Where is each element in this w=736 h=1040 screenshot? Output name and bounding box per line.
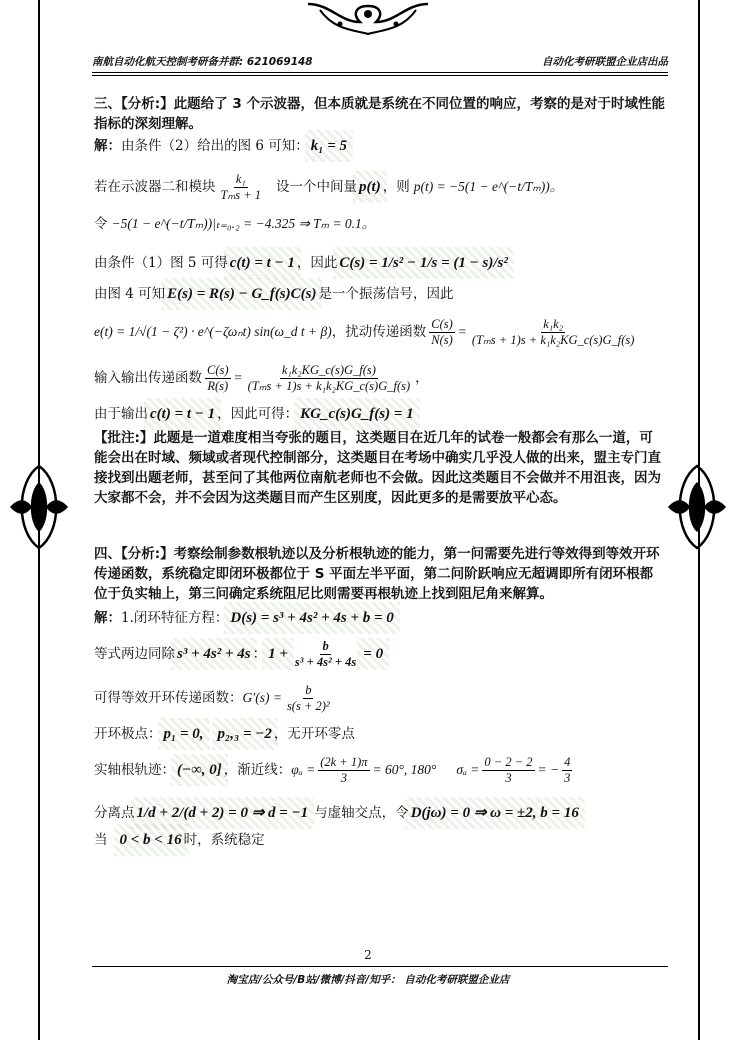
section4-solution-label: 解： [94,610,121,626]
io-rhs-den: (Tₘs + 1)s + k₁k₂KG_c(s)G_f(s) [247,378,411,393]
tm-equation: −5(1 − e^(−t/Tₘ))|ₜ₌₀.₂ = −4.325 ⇒ Tₘ = 0.1。 [111,216,376,231]
main-content [94,94,666,850]
section3-tag: 【分析:】 [121,96,174,112]
asymptote-angle-label: φₐ = [291,762,316,777]
io-tf-rhs [246,363,413,394]
module-fraction-den: Tₘs + 1 [220,187,262,202]
section3-prefix: 三、 [94,96,121,112]
section4-tag: 【分析:】 [121,546,174,562]
section3-line6: e(t) = 1/√(1 − ζ²) · e^(−ζωₙt) sin(ω_d t + β) ，扰动传递函数 $\frac{C(s)}{N(s)}$ = $\frac{\text{k₁k₂}}{\text{(Tₘs + 1)s + k₁k₂KG\_c(s)G\_f(s)}}$ [94,316,635,347]
asymptote-center-result-num: 4 [564,754,571,769]
section3-solution-line [94,136,666,156]
module-fraction-num: k₁ [235,171,246,186]
breakaway-equation: 1/d + 2/(d + 2) = 0 ⇒ d = −1 [136,805,309,821]
section3-line5 [94,284,666,304]
asymptote-center-label: σₐ = [456,762,480,777]
page-header [92,54,668,72]
line7-end: ， [415,370,429,386]
s4-line2-text: 等式两边同除 [94,646,175,662]
section3-line4 [94,250,666,276]
equivalent-fraction-den: s³ + 4s² + 4s [294,654,357,669]
equivalent-fraction [293,639,358,670]
top-ornament-icon [300,0,436,40]
ct-expression: c(t) = t − 1 [229,255,295,271]
section4-line3 [94,680,666,716]
line5-text-a: 由图 4 可知 [94,286,166,302]
note-text: 此题是一道难度相当夸张的题目，这类题目在近几年的试卷一般都会有那么一道，可能会出在时域、频域或者现代控制部分，这类题目在考场中确实几乎没人做的出来，盟主专门直接找到出题老师，甚至问了其他两位南航老师也不会做。因此这类题目不会做并不用沮丧，因为大家都不会，并不会因为这类题目而产生区别度，因此更多的是需要放平心态。 [94,430,661,506]
open-loop-den: s(s + 2)² [286,698,330,713]
section4-line5 [94,752,666,788]
header-rule-2 [92,75,668,76]
imaginary-crossing: D(jω) = 0 ⇒ ω = ±2, b = 16 [410,805,579,821]
section3-line2 [94,170,666,204]
asymptote-angle-den: 3 [340,770,347,785]
section4-line1 [94,608,666,628]
page-footer: 淘宝店/公众号/B站/微博/抖音/知乎： 自动化考研联盟企业店 [226,974,510,986]
asymptote-center-den: 3 [505,770,512,785]
solution-text: 由条件（2）给出的图 6 可知： [121,138,309,154]
section4-line4 [94,724,666,744]
output-ct: c(t) = t − 1 [150,406,216,422]
pole-p1: p₁ = 0, [163,726,204,742]
et-expression: e(t) = 1/√(1 − ζ²) · e^(−ζωₙt) sin(ω_d t + β) [94,324,332,339]
header-left-text: 南航自动化航天控制考研备并群: 621069148 [92,56,313,68]
disturbance-rhs-den: (Tₘs + 1)s + k₁k₂KG_c(s)G_f(s) [471,332,635,347]
section3-line8 [94,404,666,424]
section4-intro-text: 考察绘制参数根轨迹以及分析根轨迹的能力，第一问需要先进行等效得到等效开环传递函数，系统稳定即闭环极都位于 S 平面左半平面，第二问阶跃响应无超调即所有闭环根都位于负实轴上，第三问确定系统阻尼比则需要再根轨迹上找到阻尼角来解算。 [94,546,660,602]
asymptote-center-eq: = − [537,762,560,777]
header-right-text: 自动化考研联盟企业店出品 [542,56,668,68]
section3-line7: 输入输出传递函数 $\frac{C(s)}{R(s)}$ = $\frac{\text{k₁k₂KG\_c(s)G\_f(s)}}{\text{(Tₘs + 1)s + k₁k₂KG\_c(s)G\_f(s)}}$ ， [94,362,429,393]
open-loop-num: b [305,682,312,697]
pt-equation: p(t) = −5(1 − e^(−t/Tₘ))。 [413,179,564,194]
disturbance-tf-lhs [429,317,455,348]
cs-expression: C(s) = 1/s² − 1/s = (1 − s)/s² [339,255,508,271]
section3-note [94,428,666,508]
equivalent-one-plus: 1 + [268,646,288,662]
k1-value: k₁ = 5 [310,138,348,154]
io-lhs-num: C(s) [207,362,229,377]
s4-line3-text: 可得等效开环传递函数： [94,690,243,706]
section4-intro [94,544,666,604]
asymptote-angle-num: (2k + 1)π [320,754,368,769]
line7-text-a: 输入输出传递函数 [94,370,202,386]
s4-line6-text: 分离点 [94,805,135,821]
line6-text-b: ，扰动传递函数 [331,324,427,340]
disturbance-lhs-den: N(s) [431,332,453,347]
solution-label: 解： [94,138,121,154]
page-number: 2 [364,948,372,962]
characteristic-equation: D(s) = s³ + 4s² + 4s + b = 0 [230,610,394,626]
divisor-expression: s³ + 4s² + 4s [177,646,251,662]
equivalent-equals-zero: = 0 [363,646,384,662]
section4-line2 [94,636,666,672]
disturbance-tf-rhs [470,317,637,348]
right-ornament-icon [662,462,732,552]
pole-p23: p₂,₃ = −2 [217,726,272,742]
left-ornament-icon [4,462,74,552]
line3-text-a: 令 [94,216,108,232]
kgcgf-result: KG_c(s)G_f(s) = 1 [300,406,414,422]
s4-line7-text-b: 时，系统稳定 [183,832,265,848]
s4-line6-text-b: 与虚轴交点，令 [314,805,409,821]
real-axis-range: (−∞, 0] [177,762,222,778]
stability-condition: 0 < b < 16 [119,832,182,848]
line2-text-c: ，则 [382,179,410,195]
section4-line6 [94,798,666,828]
line5-text-b: 是一个振荡信号，因此 [318,286,454,302]
s4-line1-text: 1.闭环特征方程： [121,610,229,626]
s4-line4-text-b: ，无开环零点 [273,726,355,742]
section4-line7 [94,830,666,850]
asymptote-center-result-den: 3 [564,770,571,785]
section3-line3 [94,214,666,234]
module-fraction [219,172,264,203]
line4-text-a: 由条件（1）图 5 可得 [94,255,228,271]
asymptote-angle-result: = 60°, 180° [372,762,437,777]
header-rule [92,72,668,73]
open-loop-fraction [285,683,332,714]
s4-line5-text: 实轴根轨迹： [94,762,175,778]
equivalent-fraction-num: b [322,638,329,653]
disturbance-lhs-num: C(s) [431,316,453,331]
io-rhs-num: k₁k₂KG_c(s)G_f(s) [281,362,376,377]
intermediate-variable: p(t) [359,179,381,195]
es-expression: E(s) = R(s) − G_f(s)C(s) [167,286,317,302]
asymptote-center-fraction [482,755,534,786]
footer-rule [92,966,668,967]
s4-line5-text-b: ，渐近线： [223,762,292,778]
line2-text-b: 设一个中间量 [276,179,358,195]
note-tag: 【批注:】 [94,430,154,446]
section3-intro-text: 此题给了 3 个示波器，但本质就是系统在不同位置的响应，考察的是对于时域性能指标的深刻理解。 [94,96,665,132]
s4-line2-colon: ： [252,646,267,662]
line4-text-b: ，因此 [296,255,338,271]
line8-text-a: 由于输出 [94,406,148,422]
section4-prefix: 四、 [94,546,121,562]
asymptote-angle-fraction [318,755,369,786]
asymptote-center-num: 0 − 2 − 2 [484,754,533,769]
line8-text-b: ，因此可得： [217,406,299,422]
disturbance-rhs-num: k₁k₂ [543,316,564,331]
line2-text-a: 若在示波器二和模块 [94,179,216,195]
s4-line4-text: 开环极点： [94,726,162,742]
section3-intro [94,94,666,134]
open-loop-g-label: G′(s) = [242,690,282,705]
asymptote-center-result [562,755,572,786]
s4-line7-text: 当 [94,832,108,848]
io-lhs-den: R(s) [207,378,229,393]
io-tf-lhs [205,363,231,394]
